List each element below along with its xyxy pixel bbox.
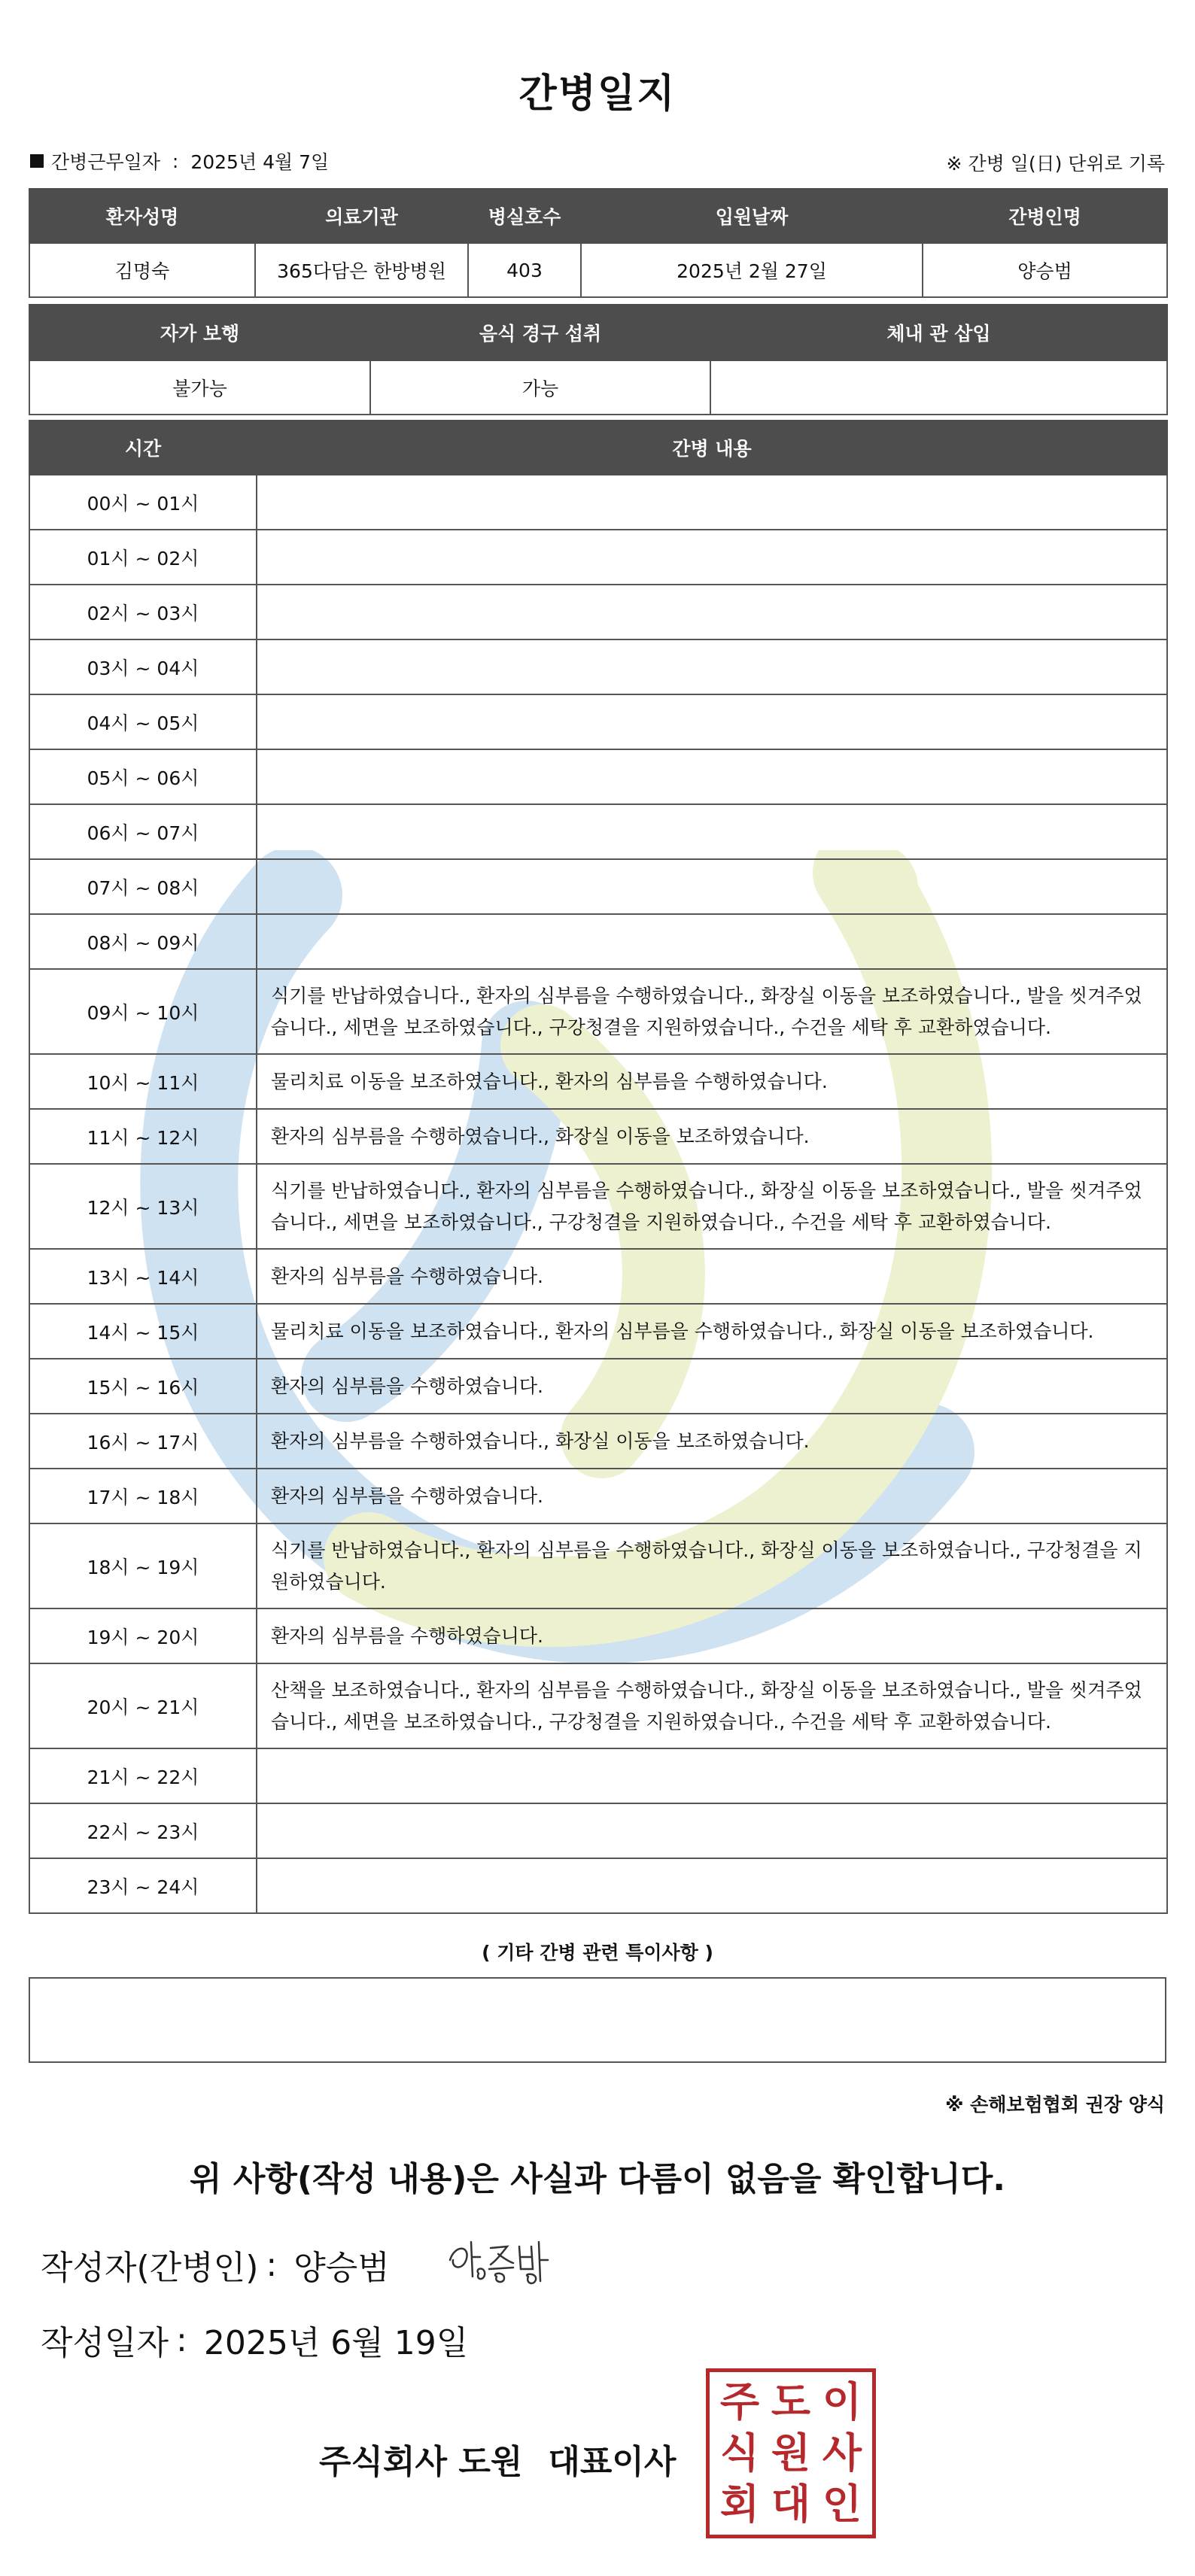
time-slot: 14시 ~ 15시 xyxy=(29,1304,257,1359)
seal-char: 식 xyxy=(719,2429,760,2477)
seal-char: 대 xyxy=(771,2480,811,2528)
time-slot: 20시 ~ 21시 xyxy=(29,1663,257,1748)
header-oral-intake: 음식 경구 섭취 xyxy=(370,305,710,360)
schedule-row xyxy=(29,914,1167,969)
time-slot: 17시 ~ 18시 xyxy=(29,1469,257,1523)
schedule-row xyxy=(29,1109,1167,1164)
seal-char: 이 xyxy=(822,2378,862,2426)
care-content: 환자의 심부름을 수행하였습니다. xyxy=(257,1359,1167,1414)
company-title: 대표이사 xyxy=(548,2443,677,2481)
care-content xyxy=(257,859,1167,914)
time-slot: 06시 ~ 07시 xyxy=(29,804,257,859)
seal-char: 사 xyxy=(822,2429,862,2477)
time-slot: 19시 ~ 20시 xyxy=(29,1608,257,1663)
time-slot: 08시 ~ 09시 xyxy=(29,914,257,969)
written-date-row xyxy=(41,2316,468,2364)
care-content xyxy=(257,749,1167,804)
care-content: 물리치료 이동을 보조하였습니다., 환자의 심부름을 수행하였습니다., 화장실 이동을 보조하였습니다. xyxy=(257,1304,1167,1359)
header-hospital: 의료기관 xyxy=(255,189,468,243)
special-notes-title: ( 기타 간병 관련 특이사항 ) xyxy=(482,1942,713,1964)
care-content xyxy=(257,585,1167,639)
schedule-row xyxy=(29,1249,1167,1304)
time-slot: 01시 ~ 02시 xyxy=(29,530,257,585)
time-slot: 16시 ~ 17시 xyxy=(29,1414,257,1469)
header-self-walking: 자가 보행 xyxy=(29,305,370,360)
time-slot: 13시 ~ 14시 xyxy=(29,1249,257,1304)
time-slot: 12시 ~ 13시 xyxy=(29,1164,257,1249)
care-content xyxy=(257,804,1167,859)
patient-info-table xyxy=(29,188,1168,298)
work-date-colon: : xyxy=(172,150,179,172)
time-slot: 22시 ~ 23시 xyxy=(29,1803,257,1858)
schedule-row xyxy=(29,694,1167,749)
care-content: 환자의 심부름을 수행하였습니다. xyxy=(257,1469,1167,1523)
written-date-label: 작성일자 xyxy=(41,2324,169,2362)
oral-intake-value: 가능 xyxy=(370,360,710,415)
document-title: 간병일지 xyxy=(518,71,677,117)
writer-colon: : xyxy=(266,2245,278,2284)
care-content xyxy=(257,914,1167,969)
time-slot: 03시 ~ 04시 xyxy=(29,639,257,694)
header-room-number: 병실호수 xyxy=(468,189,581,243)
schedule-row xyxy=(29,1359,1167,1414)
care-content: 환자의 심부름을 수행하였습니다., 화장실 이동을 보조하였습니다. xyxy=(257,1109,1167,1164)
company-signature-line xyxy=(319,2435,676,2483)
header-care-content: 간병 내용 xyxy=(257,421,1167,475)
record-unit-note: ※ 간병 일(日) 단위로 기록 xyxy=(946,153,1165,175)
patient-condition-table xyxy=(29,304,1168,415)
time-slot: 18시 ~ 19시 xyxy=(29,1523,257,1608)
schedule-row xyxy=(29,1054,1167,1109)
seal-char: 원 xyxy=(771,2429,811,2477)
schedule-row xyxy=(29,1164,1167,1249)
care-content: 물리치료 이동을 보조하였습니다., 환자의 심부름을 수행하였습니다. xyxy=(257,1054,1167,1109)
caregiver-name: 양승범 xyxy=(923,243,1167,297)
schedule-row xyxy=(29,1748,1167,1803)
time-slot: 21시 ~ 22시 xyxy=(29,1748,257,1803)
time-slot: 05시 ~ 06시 xyxy=(29,749,257,804)
care-content: 환자의 심부름을 수행하였습니다. xyxy=(257,1249,1167,1304)
header-admission-date: 입원날짜 xyxy=(581,189,923,243)
schedule-row xyxy=(29,969,1167,1054)
care-content: 식기를 반납하였습니다., 환자의 심부름을 수행하였습니다., 화장실 이동을 보조하였습니다., 발을 씻겨주었습니다., 세면을 보조하였습니다., 구강청결을 지원하였습니다., 수건을 세탁 후 교환하였습니다. xyxy=(257,969,1167,1054)
hourly-care-table xyxy=(29,420,1168,1914)
schedule-row xyxy=(29,1608,1167,1663)
care-content xyxy=(257,475,1167,530)
company-seal-stamp xyxy=(706,2368,876,2538)
care-content: 환자의 심부름을 수행하였습니다. xyxy=(257,1608,1167,1663)
work-date-label: 간병근무일자 xyxy=(51,151,160,173)
company-name: 주식회사 도원 xyxy=(319,2443,523,2481)
square-bullet-icon xyxy=(30,154,44,168)
written-date-value: 2025년 6월 19일 xyxy=(203,2324,469,2362)
schedule-row xyxy=(29,530,1167,585)
care-content xyxy=(257,1748,1167,1803)
seal-char: 회 xyxy=(719,2480,760,2528)
schedule-row xyxy=(29,749,1167,804)
recommended-form-note: ※ 손해보험협회 권장 양식 xyxy=(945,2094,1165,2116)
schedule-row xyxy=(29,1469,1167,1523)
schedule-row xyxy=(29,1414,1167,1469)
header-time: 시간 xyxy=(29,421,257,475)
writer-row xyxy=(41,2240,390,2289)
care-content xyxy=(257,639,1167,694)
time-slot: 04시 ~ 05시 xyxy=(29,694,257,749)
schedule-row xyxy=(29,1663,1167,1748)
hospital-name: 365다담은 한방병원 xyxy=(255,243,468,297)
tube-insertion-value xyxy=(710,360,1167,415)
time-slot: 10시 ~ 11시 xyxy=(29,1054,257,1109)
care-content: 식기를 반납하였습니다., 환자의 심부름을 수행하였습니다., 화장실 이동을 보조하였습니다., 발을 씻겨주었습니다., 세면을 보조하였습니다., 구강청결을 지원하였습니다., 수건을 세탁 후 교환하였습니다. xyxy=(257,1164,1167,1249)
care-content xyxy=(257,694,1167,749)
seal-char: 인 xyxy=(822,2480,862,2528)
header-patient-name: 환자성명 xyxy=(29,189,255,243)
header-tube-insertion: 체내 관 삽입 xyxy=(710,305,1167,360)
time-slot: 15시 ~ 16시 xyxy=(29,1359,257,1414)
care-content xyxy=(257,530,1167,585)
schedule-row xyxy=(29,804,1167,859)
time-slot: 07시 ~ 08시 xyxy=(29,859,257,914)
room-number: 403 xyxy=(468,243,581,297)
writer-label: 작성자(간병인) xyxy=(41,2249,259,2287)
schedule-row xyxy=(29,1858,1167,1913)
special-notes-box xyxy=(29,1977,1166,2063)
patient-name: 김명숙 xyxy=(29,243,255,297)
time-slot: 09시 ~ 10시 xyxy=(29,969,257,1054)
schedule-row xyxy=(29,1304,1167,1359)
schedule-row xyxy=(29,859,1167,914)
time-slot: 11시 ~ 12시 xyxy=(29,1109,257,1164)
schedule-row xyxy=(29,1523,1167,1608)
care-content: 산책을 보조하였습니다., 환자의 심부름을 수행하였습니다., 화장실 이동을 보조하였습니다., 발을 씻겨주었습니다., 세면을 보조하였습니다., 구강청결을 지원하였습니다., 수건을 세탁 후 교환하였습니다. xyxy=(257,1663,1167,1748)
work-date-value: 2025년 4월 7일 xyxy=(190,151,330,173)
self-walking-value: 불가능 xyxy=(29,360,370,415)
schedule-row xyxy=(29,639,1167,694)
care-content xyxy=(257,1803,1167,1858)
admission-date: 2025년 2월 27일 xyxy=(581,243,923,297)
seal-char: 도 xyxy=(771,2378,811,2426)
schedule-row xyxy=(29,475,1167,530)
time-slot: 23시 ~ 24시 xyxy=(29,1858,257,1913)
writer-name: 양승범 xyxy=(293,2249,390,2287)
care-content xyxy=(257,1858,1167,1913)
schedule-row xyxy=(29,585,1167,639)
time-slot: 02시 ~ 03시 xyxy=(29,585,257,639)
work-date-row xyxy=(30,147,329,175)
seal-char: 주 xyxy=(719,2378,760,2426)
handwritten-signature xyxy=(444,2231,564,2292)
care-content: 환자의 심부름을 수행하였습니다., 화장실 이동을 보조하였습니다. xyxy=(257,1414,1167,1469)
confirmation-statement: 위 사항(작성 내용)은 사실과 다름이 없음을 확인합니다. xyxy=(190,2160,1005,2198)
schedule-row xyxy=(29,1803,1167,1858)
header-caregiver-name: 간병인명 xyxy=(923,189,1167,243)
time-slot: 00시 ~ 01시 xyxy=(29,475,257,530)
written-date-colon: : xyxy=(176,2320,187,2359)
care-content: 식기를 반납하였습니다., 환자의 심부름을 수행하였습니다., 화장실 이동을 보조하였습니다., 구강청결을 지원하였습니다. xyxy=(257,1523,1167,1608)
